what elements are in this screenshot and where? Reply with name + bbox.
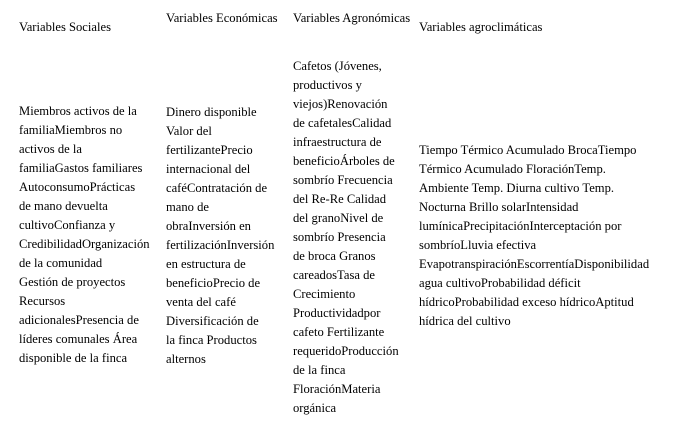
cell-agronomic: Cafetos (Jóvenes, productivos y viejos)Renovación de cafetalesCalidad infraestructura de beneficioÁrboles de sombrío Frecuencia del Re-Re Calidad del granoNivel de sombrío Presencia de broca Granos careadosTasa de Crecimiento Productividadpor cafeto Fertilizante requeridoProducción de la finca FloraciónMateria orgánica (293, 59, 399, 415)
cell-agroclimatic: Tiempo Térmico Acumulado BrocaTiempo Térmico Acumulado FloraciónTemp. Ambiente Temp. Diurna cultivo Temp. Nocturna Brillo solarIntensidad lumínicaPrecipitaciónInterceptación por sombríoLluvia efectiva EvapotranspiraciónEscorrentíaDisponibilidad agua cultivoProbabilidad déficit hídricoProbabilidad exceso hídricoAptitud hídrica del cultivo (419, 143, 650, 328)
header-agroclimatic: Variables agroclimáticas (419, 20, 543, 34)
cell-social: Miembros activos de la familiaMiembros no activos de la familiaGastos familiares AutoconsumoPrácticas de mano devuelta cultivoConfianza y CredibilidadOrganización de la comunidad Gestión de proyectos Recursos adicionalesPresencia de líderes comunales Área disponible de la finca (19, 104, 150, 365)
header-social: Variables Sociales (19, 20, 111, 34)
header-agronomic: Variables Agronómicas (293, 11, 411, 25)
cell-economic: Dinero disponible Valor del fertilizantePrecio internacional del caféContratación de mano de obraInversión en fertilizaciónInversión en estructura de beneficioPrecio de venta del café Diversificación de la finca Productos alternos (166, 105, 275, 366)
header-economic: Variables Económicas (166, 11, 278, 25)
